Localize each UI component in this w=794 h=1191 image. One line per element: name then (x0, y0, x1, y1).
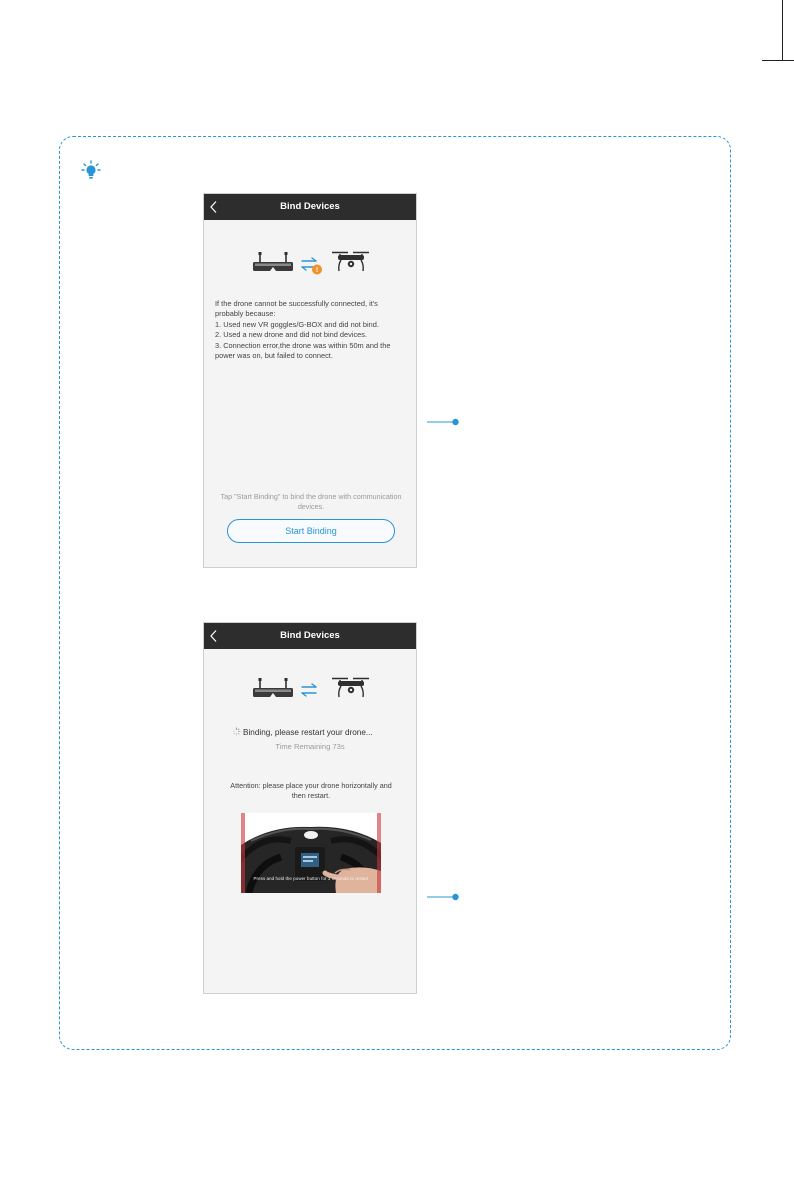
photo-caption: Press and hold the power button for 3 seconds to restart (253, 876, 369, 881)
screen-title: Bind Devices (280, 201, 340, 212)
callout-pointer-icon (427, 892, 461, 902)
message-line: power was on, but failed to connect. (215, 351, 333, 361)
time-remaining: Time Remaining 73s (275, 742, 345, 751)
message-line: 1. Used new VR goggles/G-BOX and did not bind. (215, 319, 379, 329)
binding-hint (212, 492, 410, 512)
hint-line: devices. (297, 502, 325, 511)
hint-line: Tap "Start Binding" to bind the drone with communication (220, 492, 402, 501)
app-header (204, 194, 416, 220)
arrows-swap-icon (302, 684, 316, 696)
loading-spinner-icon (232, 727, 241, 736)
warning-badge-icon (312, 265, 322, 275)
goggles-drone-illustration (250, 249, 380, 279)
callout-pointer-icon (427, 417, 461, 427)
app-header (204, 623, 416, 649)
attention-line: Attention: please place your drone horizontally and (230, 781, 392, 790)
crop-mark-side (762, 60, 794, 61)
binding-status (232, 727, 373, 739)
connection-failure-message (215, 299, 407, 361)
binding-status-text: Binding, please restart your drone... (243, 728, 373, 737)
vr-goggles-icon (253, 252, 293, 271)
svg-text:!: ! (315, 267, 319, 275)
screen-title: Bind Devices (280, 630, 340, 641)
drone-icon (332, 679, 369, 698)
drone-icon (332, 253, 369, 272)
attention-note (218, 781, 404, 801)
message-line: 2. Used a new drone and did not bind devices. (215, 330, 368, 340)
goggles-drone-illustration (250, 675, 380, 705)
start-binding-button[interactable]: Start Binding (227, 519, 395, 543)
crop-mark-top (782, 0, 783, 60)
lightbulb-icon (81, 160, 101, 182)
attention-line: then restart. (291, 791, 331, 800)
message-line: If the drone cannot be successfully connected, it's (215, 299, 378, 308)
drone-restart-photo (241, 813, 381, 893)
message-line: probably because: (215, 309, 276, 319)
vr-goggles-icon (253, 678, 293, 697)
bind-devices-screen-2 (203, 622, 417, 994)
message-line: 3. Connection error,the drone was within 50m and the (215, 340, 391, 350)
bind-devices-screen-1 (203, 193, 417, 568)
